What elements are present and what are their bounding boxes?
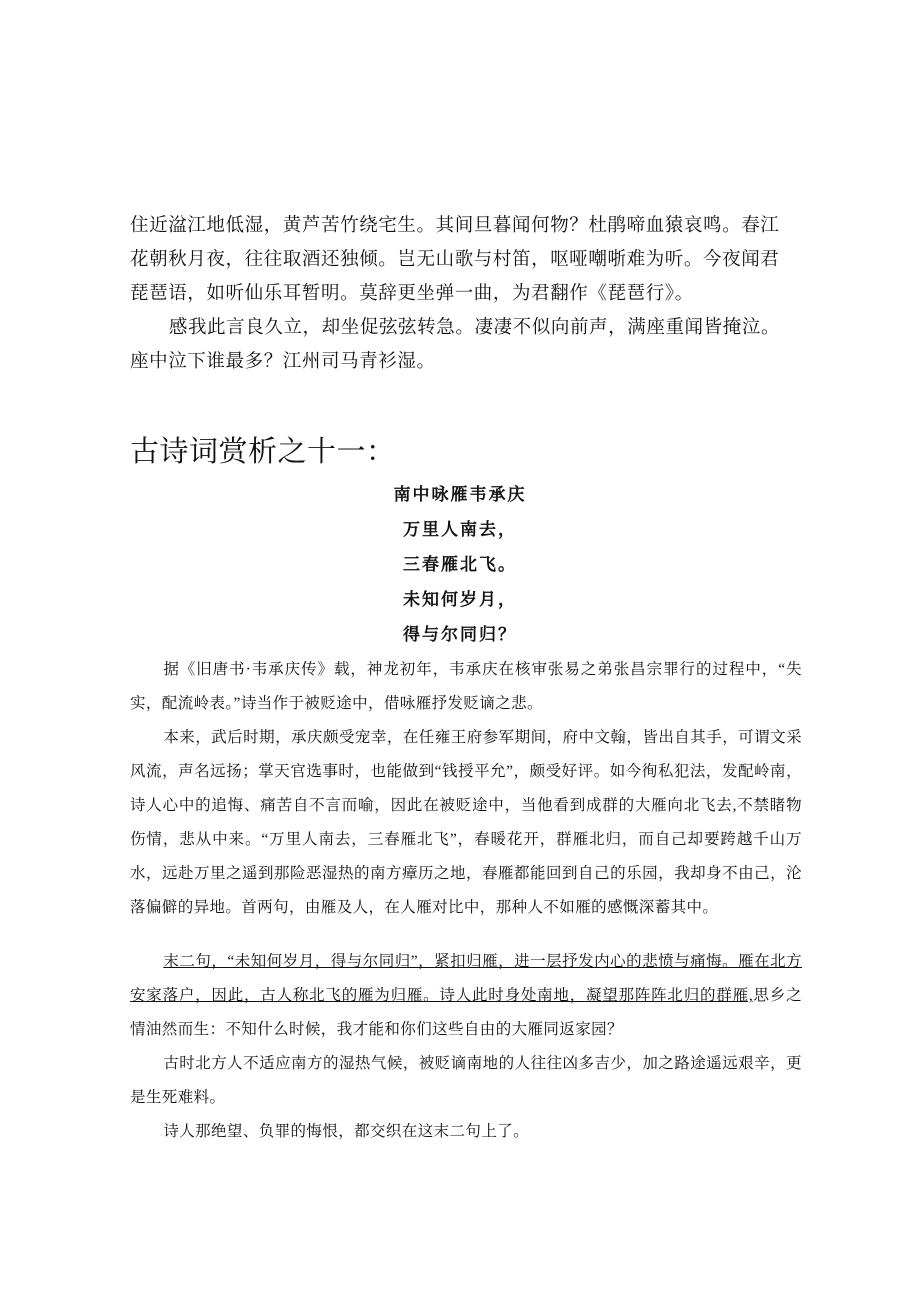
poem-title: 南中咏雁韦承庆 (393, 485, 527, 505)
poem-line-3: 未知何岁月， (403, 590, 517, 610)
poem-line-4: 得与尔同归？ (403, 625, 517, 645)
poem-line-2: 三春雁北飞。 (403, 555, 517, 575)
underlined-text: 末二句，“未知何岁月，得与尔同归”，紧扣归雁，进一层抒发内心的悲愤与痛悔。雁在北方安家落户，因此，古人称北飞的雁为归雁。诗人此时身处南地，凝望那阵阵北归的群雁, (130, 953, 802, 1004)
pipa-excerpt (130, 209, 798, 379)
analysis-paragraph-2: 本来，武后时期，承庆颇受宠幸，在任雍王府参军期间，府中文翰，皆出自其手，可谓文采风流，声名远扬；掌天官选事时，也能做到“钱授平允”，颇受好评。如今徇私犯法，发配岭南，诗人心中的追悔、痛苦自不言而喻，因此在被贬途中，当他看到成群的大雁向北飞去,不禁睹物伤情，悲从中来。“万里人南去，三春雁北飞”，春暖花开，群雁北归，而自己却要跨越千山万水，远赴万里之遥到那险恶湿热的南方瘴历之地，春雁都能回到自己的乐园，我却身不由己，沦落偏僻的异地。首两句，由雁及人，在人雁对比中，那种人不如雁的感慨深蓄其中。 (130, 729, 802, 916)
analysis-paragraph-1: 据《旧唐书·韦承庆传》载，神龙初年，韦承庆在核审张易之弟张昌宗罪行的过程中，“失实，配流岭表。”诗当作于被贬途中，借咏雁抒发贬谪之悲。 (130, 661, 802, 712)
pipa-paragraph-1: 住近湓江地低湿，黄芦苦竹绕宅生。其间旦暮闻何物？杜鹃啼血猿哀鸣。春江花朝秋月夜，往往取酒还独倾。岂无山歌与村笛，呕哑嘲哳难为听。今夜闻君琵琶语，如听仙乐耳暂明。莫辞更坐弹一曲，为君翻作《琵琶行》。 (130, 215, 780, 304)
section-heading: 古诗词赏析之十一： (130, 436, 396, 468)
poem-line-1: 万里人南去， (403, 520, 517, 540)
poem (0, 478, 920, 653)
analysis-paragraph-5: 诗人那绝望、负罪的悔恨，都交织在这末二句上了。 (163, 1123, 530, 1140)
pipa-paragraph-2: 感我此言良久立，却坐促弦弦转急。凄凄不似向前声，满座重闻皆掩泣。座中泣下谁最多？江州司马青衫湿。 (130, 317, 781, 372)
analysis-paragraph-3 (130, 945, 802, 1047)
analysis-paragraph-4: 古时北方人不适应南方的湿热气候，被贬谪南地的人往往凶多吉少，加之路途遥远艰辛，更是生死难料。 (130, 1055, 802, 1106)
analysis-paragraph-3-rest: 思乡之情油然而生：不知什么时候，我才能和你们这些自由的大雁同返家园？ (130, 987, 802, 1038)
analysis (130, 653, 802, 1149)
